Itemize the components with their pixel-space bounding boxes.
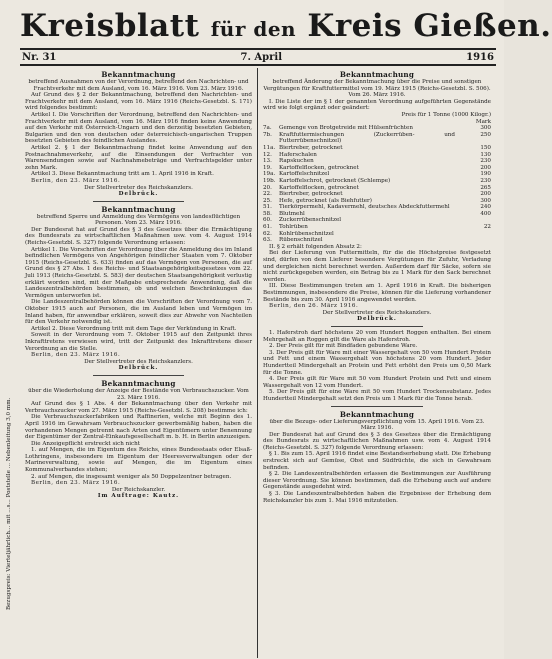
paragraph: I. Die Liste der im § 1 der genannten Verordnung aufgeführten Gegenstände wird wie folgt ergänzt oder geändert: xyxy=(263,98,491,112)
paragraph: III. Diese Bestimmungen treten am 1. April 1916 in Kraft. Die bisherigen Bestimmungen, insbesondere die Preise, können für die Lieferung vorhandener Bestände bis zum 30. April 1916 angewendet werden. xyxy=(263,283,491,303)
place-date: Berlin, den 23. März 1916. xyxy=(31,177,121,184)
price-list-amount: 240 xyxy=(480,204,491,211)
price-list xyxy=(263,125,491,244)
paragraph: Auf Grund des § 1 Abs. 4 der Bekanntmachung über den Verkehr mit Verbrauchszucker vom 27. März 1915 (Reichs-Gesetzbl. S. 208) bestimme ich: xyxy=(25,401,252,414)
price-list-item xyxy=(263,125,491,132)
signature: Im Auftrage: Kautz. xyxy=(97,493,180,500)
place-date: Berlin, den 26. März 1916. xyxy=(269,303,359,310)
notice-block xyxy=(263,410,491,505)
price-list-amount xyxy=(455,237,491,244)
price-list-label: Kartoffelschrot, getrocknet (Schlempe) xyxy=(279,177,391,184)
notice-heading: Bekanntmachung xyxy=(339,70,415,79)
price-list-amount: 200 xyxy=(480,191,491,198)
price-list-amount: 250 xyxy=(480,131,491,138)
price-list-amount: 300 xyxy=(480,125,491,132)
notice-block xyxy=(25,379,252,500)
price-list-item xyxy=(263,204,491,211)
price-list-number: 25. xyxy=(263,197,272,204)
left-column xyxy=(20,68,258,658)
price-list-amount: 230 xyxy=(480,177,491,184)
notice-block xyxy=(263,70,491,323)
price-list-label: Biertreber, getrocknet xyxy=(279,144,343,151)
signature: Delbrück. xyxy=(118,365,159,372)
price-list-label: Haferschalen xyxy=(279,151,317,158)
place-date: Berlin, den 23. März 1916. xyxy=(31,352,121,359)
notice-heading: Bekanntmachung xyxy=(339,409,415,419)
paragraph: 1. auf Mengen, die im Eigentum des Reichs, eines Bundesstaats oder Elsaß-Lothringens, insbesondere im Eigentum der Heeresverwaltungen oder der Marineverwaltung, sowie auf Mengen, die im Eigentum eines Kommunalverbandes stehen; xyxy=(25,447,252,474)
right-column xyxy=(258,68,496,658)
price-list-amount: 22 xyxy=(483,224,491,231)
paragraph: Artikel 2. § 1 der Bekanntmachung findet keine Anwendung auf den Postnachnahmeverkehr, auf die Einsendungen der Verfrachter von Warensendungen sowie auf Nachnahmebeträge und Verfrachtsgelder unter zehn Mark. xyxy=(25,144,252,171)
price-list-item xyxy=(263,165,491,172)
notice-heading: Bekanntmachung xyxy=(101,378,176,388)
divider xyxy=(93,375,184,376)
price-list-item xyxy=(263,132,491,145)
price-list-number: 62. xyxy=(263,230,272,237)
signatory-role: Der Stellvertreter des Reichskanzlers. xyxy=(322,309,432,316)
signature: Delbrück. xyxy=(118,191,159,198)
price-list-item xyxy=(263,224,491,231)
price-list-number: 63. xyxy=(263,237,272,244)
price-list-number: 7a. xyxy=(263,125,272,132)
place-date: Berlin, den 23. März 1916. xyxy=(31,480,121,487)
price-list-item xyxy=(263,217,491,224)
notice-heading: Bekanntmachung xyxy=(101,204,176,214)
price-list-item xyxy=(263,171,491,178)
signatory-role: Der Stellvertreter des Reichskanzlers. xyxy=(84,358,193,365)
price-list-number: 58. xyxy=(263,210,272,217)
side-note: Bezugspreis: Vierteljährlich... mit ...s... Poststelle ... Nebenleitung 3,0 mm. xyxy=(6,397,12,610)
notice-subheading: über die Bezugs- oder Lieferungsverpflichtung vom 15. April 1916. Vom 23. März 1916. xyxy=(269,418,485,432)
paragraph: Die Anzeigepflicht erstreckt sich nicht xyxy=(31,440,140,447)
divider xyxy=(331,326,422,327)
price-list-amount: 400 xyxy=(480,210,491,217)
price-list-number: 19b. xyxy=(263,177,276,184)
price-list-number: 19a. xyxy=(263,171,276,178)
price-list-item xyxy=(263,198,491,205)
dateline xyxy=(20,48,496,66)
price-list-item xyxy=(263,158,491,165)
issue-year: 1916 xyxy=(466,51,494,63)
paragraph: Artikel 1. Die Vorschriften der Verordnung über die Anmeldung des im Inland befindlichen Vermögens von Angehörigen feindlicher Staaten vom 7. Oktober 1915 (Reichs-Gesetzbl. S. 633) finden auf das Vermögen von Personen, die auf Grund des § 27 Abs. 1 des Reichs- und Staatsangehörigkeitsgesetzes vom 22. Juli 1913 (Reichs-Gesetzbl. S. 583) der deutschen Staatsangehörigkeit verlustig erklärt worden sind, mit der Maßgabe entsprechende Anwendung, daß die Landeszentralbehörden bestimmen, ob und welchen Beschränkungen das Vermögen unterworfen ist. xyxy=(25,246,252,299)
price-list-item xyxy=(263,211,491,218)
price-list-number: 7b. xyxy=(263,131,272,138)
price-list-label: Tohlrüben xyxy=(279,224,308,231)
paragraph: Der Bundesrat hat auf Grund des § 3 des Gesetzes über die Ermächtigung des Bundesrats zu wirtschaftlichen Maßnahmen usw. vom 4. August 1914 (Reichs-Gesetzbl. S. 327) folgende Verordnung erlassen: xyxy=(263,431,491,451)
divider xyxy=(93,201,184,202)
divider xyxy=(331,406,422,407)
price-list-amount: 200 xyxy=(480,164,491,171)
price-list-amount xyxy=(455,217,491,224)
price-list-label: Kartoffelschnitzel xyxy=(279,171,330,178)
paragraph: Die Landeszentralbehörden können die Vorschriften der Verordnung vom 7. Oktober 1915 auch auf Personen, die im Ausland leben und Vermögen im Inland haben, für anwendbar erklären, soweit dies zur Abwehr von Nachteilen für den Verkehr notwendig ist. xyxy=(25,299,252,326)
price-unit-currency: Mark xyxy=(475,118,491,125)
footnote: 5. Der Preis gilt für eine Ware mit 50 vom Hundert Trockensubstanz. Jedes Hundertteil Mindergehalt setzt den Preis um 1 Mark für die Tonne herab. xyxy=(263,389,491,402)
signatory-role: Der Reichskanzler. xyxy=(111,486,166,493)
paragraph: Bei der Lieferung von Futtermitteln, für die die Höchstpreise festgesetzt sind, dürfen von dem Lieferer besondere Vergütungen für Zufuhr, Verladung und dergleichen nicht berechnet werden. Außerdem darf für Säcke, sofern sie nicht zurückgegeben werden, ein Betrag bis zu 1 Mark für den Sack berechnet werden. xyxy=(263,250,491,283)
paragraph: § 3. Die Landeszentralbehörden haben die Ergebnisse der Erhebung dem Reichskanzler bis zum 1. Mai 1916 mitzuteilen. xyxy=(263,491,491,504)
price-list-number: 51. xyxy=(263,204,272,211)
paragraph: 2. auf Mengen, die insgesamt weniger als 50 Doppelzentner betragen. xyxy=(31,473,232,480)
price-list-number: 19. xyxy=(263,164,272,171)
signature: Delbrück. xyxy=(357,316,397,323)
price-list-label: Hefe, getrocknet (als Biehfutter) xyxy=(279,197,372,204)
paragraph: Auf Grund des § 2 der Bekanntmachung, betreffend den Nachrichten- und Frachtverkehr mit dem Ausland, vom 16. März 1916 (Reichs-Gesetzbl. S. 171) wird folgendes bestimmt: xyxy=(25,92,252,112)
notice-block xyxy=(25,205,252,372)
paragraph: § 1. Bis zum 15. April 1916 findet eine Bestandserhebung statt. Die Erhebung erstreckt sich auf Gemüse, Obst und Südfrüchte, die sich in Gewahrsam befinden. xyxy=(263,451,491,471)
paragraph: Die Verbrauchszuckerfabriken und Raffinerien, welche mit Beginn des 1. April 1916 im Gewahrsam Verbrauchszucker gewerbsmäßig haben, haben die vorhandenen Mengen getrennt nach Arten und Eigentümern unter Benennung der Eigentümer der Zentral-Einkaufsgesellschaft m. b. H. in Berlin anzuzeigen. xyxy=(25,414,252,441)
notice-subheading: betreffend Änderung der Bekanntmachung über die Preise und sonstigen Vergütungen für Kraftfuttermittel vom 19. März 1915 (Reichs-Gesetzbl. S. 506). Vom 26. März 1916. xyxy=(263,79,491,99)
price-list-label: Rapskuchen xyxy=(279,158,314,165)
price-list-label: Biertreber, getrocknet xyxy=(279,191,343,198)
paragraph: Soweit in der Verordnung vom 7. Oktober 1915 auf den Zeitpunkt ihres Inkrafttretens verwiesen wird, tritt der Zeitpunkt des Inkrafttretens dieser Verordnung an die Stelle. xyxy=(25,332,252,352)
paragraph: Artikel 3. Diese Bekanntmachung tritt am 1. April 1916 in Kraft. xyxy=(31,171,214,178)
price-list-amount xyxy=(455,231,491,238)
price-list-number: 22. xyxy=(263,191,272,198)
price-list-label: Kartoffelflocken, getrocknet xyxy=(279,184,359,191)
signatory-role: Der Stellvertreter des Reichskanzlers. xyxy=(84,184,193,191)
price-list-label: Blutmehl xyxy=(279,210,305,217)
price-list-label: Gemenge von Brotgetreide mit Hülsenfrüchten xyxy=(279,125,413,132)
price-list-amount: 150 xyxy=(480,144,491,151)
notice-subheading: betreffend Sperre und Anmeldung des Vermögens von landesflüchtigen Personen. Vom 23. März 1916. xyxy=(36,213,241,227)
footnote: 1. Haferstroh darf höchstens 20 vom Hundert Roggen enthalten. Bei einem Mehrgehalt an Roggen gilt die Ware als Haferstroh. xyxy=(263,329,491,343)
price-list-item xyxy=(263,178,491,185)
paragraph: Artikel 2. Diese Verordnung tritt mit dem Tage der Verkündung in Kraft. xyxy=(31,325,237,332)
price-list-number: 60. xyxy=(263,217,272,224)
issue-date: 7. April xyxy=(240,51,283,63)
price-list-label: Kohlrübenschnitzel xyxy=(279,230,334,237)
price-list-number: 61. xyxy=(263,224,272,231)
price-list-amount: 130 xyxy=(480,151,491,158)
price-list-amount: 190 xyxy=(480,171,491,178)
notice-heading: Bekanntmachung xyxy=(101,70,176,79)
notice-subheading: betreffend Ausnahmen von der Verordnung, betreffend den Nachrichten- und Frachtverkehr mit dem Ausland, vom 16. März 1916. Vom 23. März 1916. xyxy=(28,79,249,92)
price-list-label: Rübenschnitzel xyxy=(279,237,323,244)
price-list-amount: 265 xyxy=(480,184,491,191)
price-list-number: 13. xyxy=(263,158,272,165)
masthead-word-2: für den xyxy=(210,17,297,41)
footnotes-block xyxy=(263,330,491,403)
price-list-amount: 230 xyxy=(480,158,491,165)
issue-number: Nr. 31 xyxy=(22,51,57,63)
price-list-number: 12. xyxy=(263,151,272,158)
price-list-label: Kartoffelflocken, getrocknet xyxy=(279,164,359,171)
price-list-item xyxy=(263,191,491,198)
paragraph: II. § 2 erhält folgenden Absatz 2: xyxy=(269,243,362,250)
footnote: 4. Der Preis gilt für Ware mit 50 vom Hundert Protein und Fett und einem Wassergehalt von 12 vom Hundert. xyxy=(263,376,491,389)
price-list-number: 11a. xyxy=(263,144,276,151)
price-list-item xyxy=(263,152,491,159)
paragraph: § 2. Die Landeszentralbehörden erlassen die Bestimmungen zur Ausführung dieser Verordnung. Sie können bestimmen, daß die Erhebung auch auf andere Gegenstände ausgedehnt wird. xyxy=(263,471,491,491)
price-list-label: Tierkörpermehl, Kadavermehl, deutsches Abdeckfuttermehl xyxy=(279,204,450,211)
price-list-label: Zuckerrübenschnitzel xyxy=(279,217,342,224)
columns xyxy=(20,68,496,658)
notice-block xyxy=(25,70,252,198)
paragraph: Artikel I. Die Vorschriften der Verordnung, betreffend den Nachrichten- und Frachtverkehr mit dem Ausland, vom 16. März 1916 finden keine Anwendung auf den Verkehr mit Österreich-Ungarn und den derzeitig besetzten Gebieten, Bulgarien und den von deutschen oder österreichisch-ungarischen Truppen besetzten Gebieten des feindlichen Auslandes. xyxy=(25,111,252,145)
price-list-item xyxy=(263,237,491,244)
masthead-word-3: Kreis Gießen. xyxy=(307,8,552,44)
price-list-item xyxy=(263,231,491,238)
price-list-number: 20. xyxy=(263,184,272,191)
price-list-label: Kraftfuttermischungen (Zuckerrüben- und Futterrübenschnitzel) xyxy=(279,131,455,145)
notice-subheading: über die Wiederholung der Anzeige der Bestände von Verbrauchszucker. Vom 23. März 1916. xyxy=(28,387,249,401)
price-list-amount: 300 xyxy=(480,197,491,204)
price-unit-heading: Preis für 1 Tonne (1000 Kilogr.) xyxy=(401,111,491,118)
footnote: 3. Der Preis gilt für Ware mit einer Wassergehalt von 50 vom Hundert Protein und Fett und einem Wassergehalt von höchstens 20 vom Hundert. Jeder Hundertteil Mindergehalt an Protein und Fett erhöht den Preis um 0,50 Mark für die Tonne. xyxy=(263,349,491,376)
paragraph: Der Bundesrat hat auf Grund des § 3 des Gesetzes über die Ermächtigung des Bundesrats zu wirtschaftlichen Maßnahmen usw. vom 4. August 1914 (Reichs-Gesetzbl. S. 327) folgende Verordnung erlassen: xyxy=(25,226,252,247)
price-list-item xyxy=(263,145,491,152)
masthead xyxy=(20,6,552,48)
footnote: 2. Der Preis gilt für mit Bindfaden gebundene Ware. xyxy=(269,343,418,350)
masthead-word-1: Kreisblatt xyxy=(20,8,200,44)
price-list-item xyxy=(263,185,491,192)
